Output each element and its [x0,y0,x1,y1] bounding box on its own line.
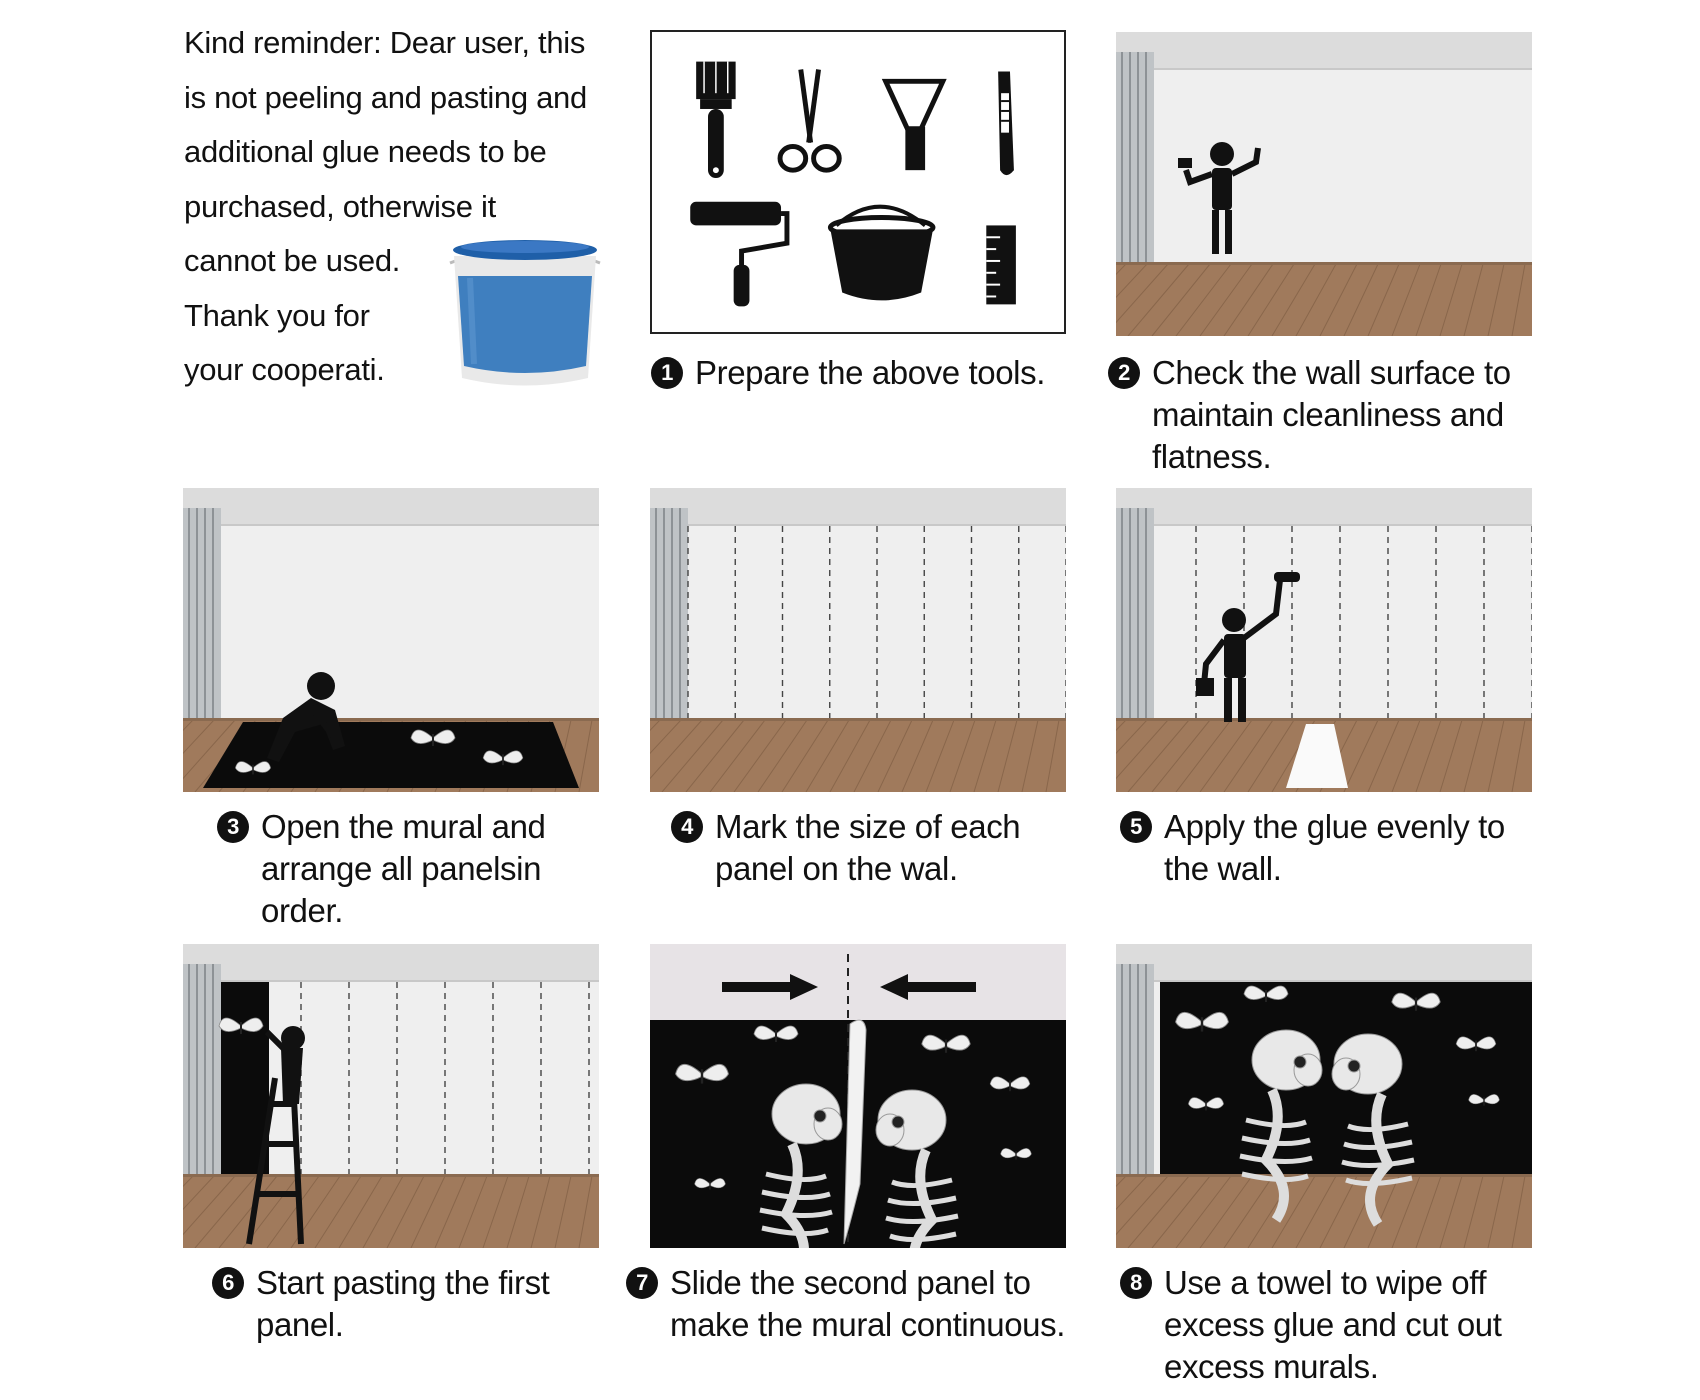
caption-line: panel. [256,1306,344,1343]
caption-line: Check the wall surface to [1152,354,1511,391]
step-6-room-illustration [183,944,599,1248]
paintbrush-icon [696,62,735,178]
step-8-room-illustration [1116,944,1532,1248]
step-2-room-illustration [1116,32,1532,336]
caption-line: Prepare the above tools. [695,354,1045,391]
step-number-badge: 5 [1120,811,1152,843]
caption-line: Mark the size of each [715,808,1021,845]
caption-line: Slide the second panel to [670,1264,1031,1301]
caption-line: make the mural continuous. [670,1306,1065,1343]
reminder-line: cannot be used. [184,243,401,278]
caption-line: the wall. [1164,850,1282,887]
step-number-badge: 2 [1108,357,1140,389]
caption-line: order. [261,892,343,929]
step-7-mural-illustration [650,944,1066,1248]
caption-line: Use a towel to wipe off [1164,1264,1487,1301]
caption-line: arrange all panelsin [261,850,542,887]
bucket-icon [830,207,933,301]
caption-line: maintain cleanliness and [1152,396,1504,433]
glue-bucket-icon [440,228,610,398]
step-number-badge: 3 [217,811,249,843]
ruler-icon [986,225,1016,304]
scissors-icon [780,70,839,171]
caption-line: flatness. [1152,438,1272,475]
step-4-room-illustration [650,488,1066,792]
step-number-badge: 1 [651,357,683,389]
step-number-badge: 8 [1120,1267,1152,1299]
caption-line: excess glue and cut out [1164,1306,1502,1343]
step-number-badge: 6 [212,1267,244,1299]
reminder-line: is not peeling and pasting and [184,79,587,115]
tools-panel [650,30,1066,334]
reminder-line: additional glue needs to be [184,134,547,169]
step-5-room-illustration [1116,488,1532,792]
caption-line: panel on the wal. [715,850,958,887]
step-number-badge: 4 [671,811,703,843]
caption-line: Open the mural and [261,808,546,845]
caption-line: Start pasting the first [256,1264,550,1301]
step-3-room-illustration [183,488,599,792]
step-number-badge: 7 [626,1267,658,1299]
scraper-icon [886,81,943,170]
paint-roller-icon [690,202,787,307]
reminder-line: your cooperati. [184,352,385,387]
caption-line: Apply the glue evenly to [1164,808,1505,845]
reminder-line: Thank you for [184,297,370,333]
caption-line: excess murals. [1164,1348,1379,1385]
utility-knife-icon [998,71,1014,175]
reminder-line: Kind reminder: Dear user, this [184,25,586,60]
reminder-line: purchased, otherwise it [184,188,496,224]
